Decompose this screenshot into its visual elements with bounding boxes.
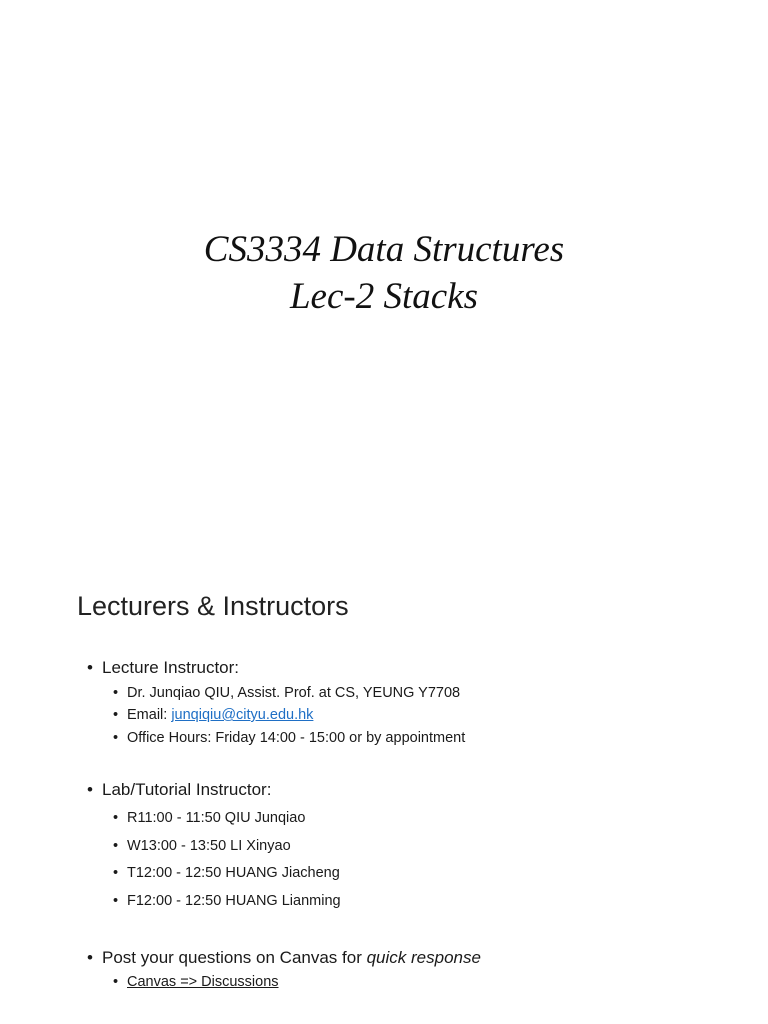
lecture-subtitle: Lec-2 Stacks [289,276,479,317]
lab-session: R11:00 - 11:50 QIU Junqiao [127,810,306,826]
lab-session-item [113,891,341,911]
bullet-icon: • [113,810,119,826]
questions-bullet [87,947,481,969]
canvas-discussions-item [113,972,279,992]
lab-session: T12:00 - 12:50 HUANG Jiacheng [127,865,340,881]
instructor-name-item [113,683,460,703]
bullet-icon: • [113,730,119,746]
questions-text: Post your questions on Canvas for [102,948,367,967]
lecture-instructor-bullet [87,657,239,679]
bullet-icon: • [87,948,93,967]
office-hours: Office Hours: Friday 14:00 - 15:00 or by appointment [127,730,466,746]
bullet-icon: • [113,865,119,881]
lab-session: F12:00 - 12:50 HUANG Lianming [127,893,341,909]
lab-instructor-bullet [87,779,271,801]
lab-instructor-label: Lab/Tutorial Instructor: [102,780,272,799]
bullet-icon: • [113,974,119,990]
section-heading: Lecturers & Instructors [77,591,349,621]
lab-session-item [113,836,291,856]
lab-session-item [113,808,305,828]
bullet-icon: • [87,780,93,799]
email-item [113,705,313,725]
canvas-discussions-link[interactable]: Canvas => Discussions [127,974,279,990]
email-link[interactable]: junqiqiu@cityu.edu.hk [171,707,314,723]
office-hours-item [113,728,465,748]
bullet-icon: • [87,658,93,677]
lecture-instructor-label: Lecture Instructor: [102,658,240,677]
lab-session-item [113,863,340,883]
bullet-icon: • [113,893,119,909]
instructor-name: Dr. Junqiao QIU, Assist. Prof. at CS, YEUNG Y7708 [127,685,461,701]
email-label: Email: [127,707,172,723]
bullet-icon: • [113,685,119,701]
bullet-icon: • [113,838,119,854]
questions-emphasis: quick response [366,948,481,967]
bullet-icon: • [113,707,119,723]
lab-session: W13:00 - 13:50 LI Xinyao [127,838,291,854]
course-title: CS3334 Data Structures [203,229,565,270]
